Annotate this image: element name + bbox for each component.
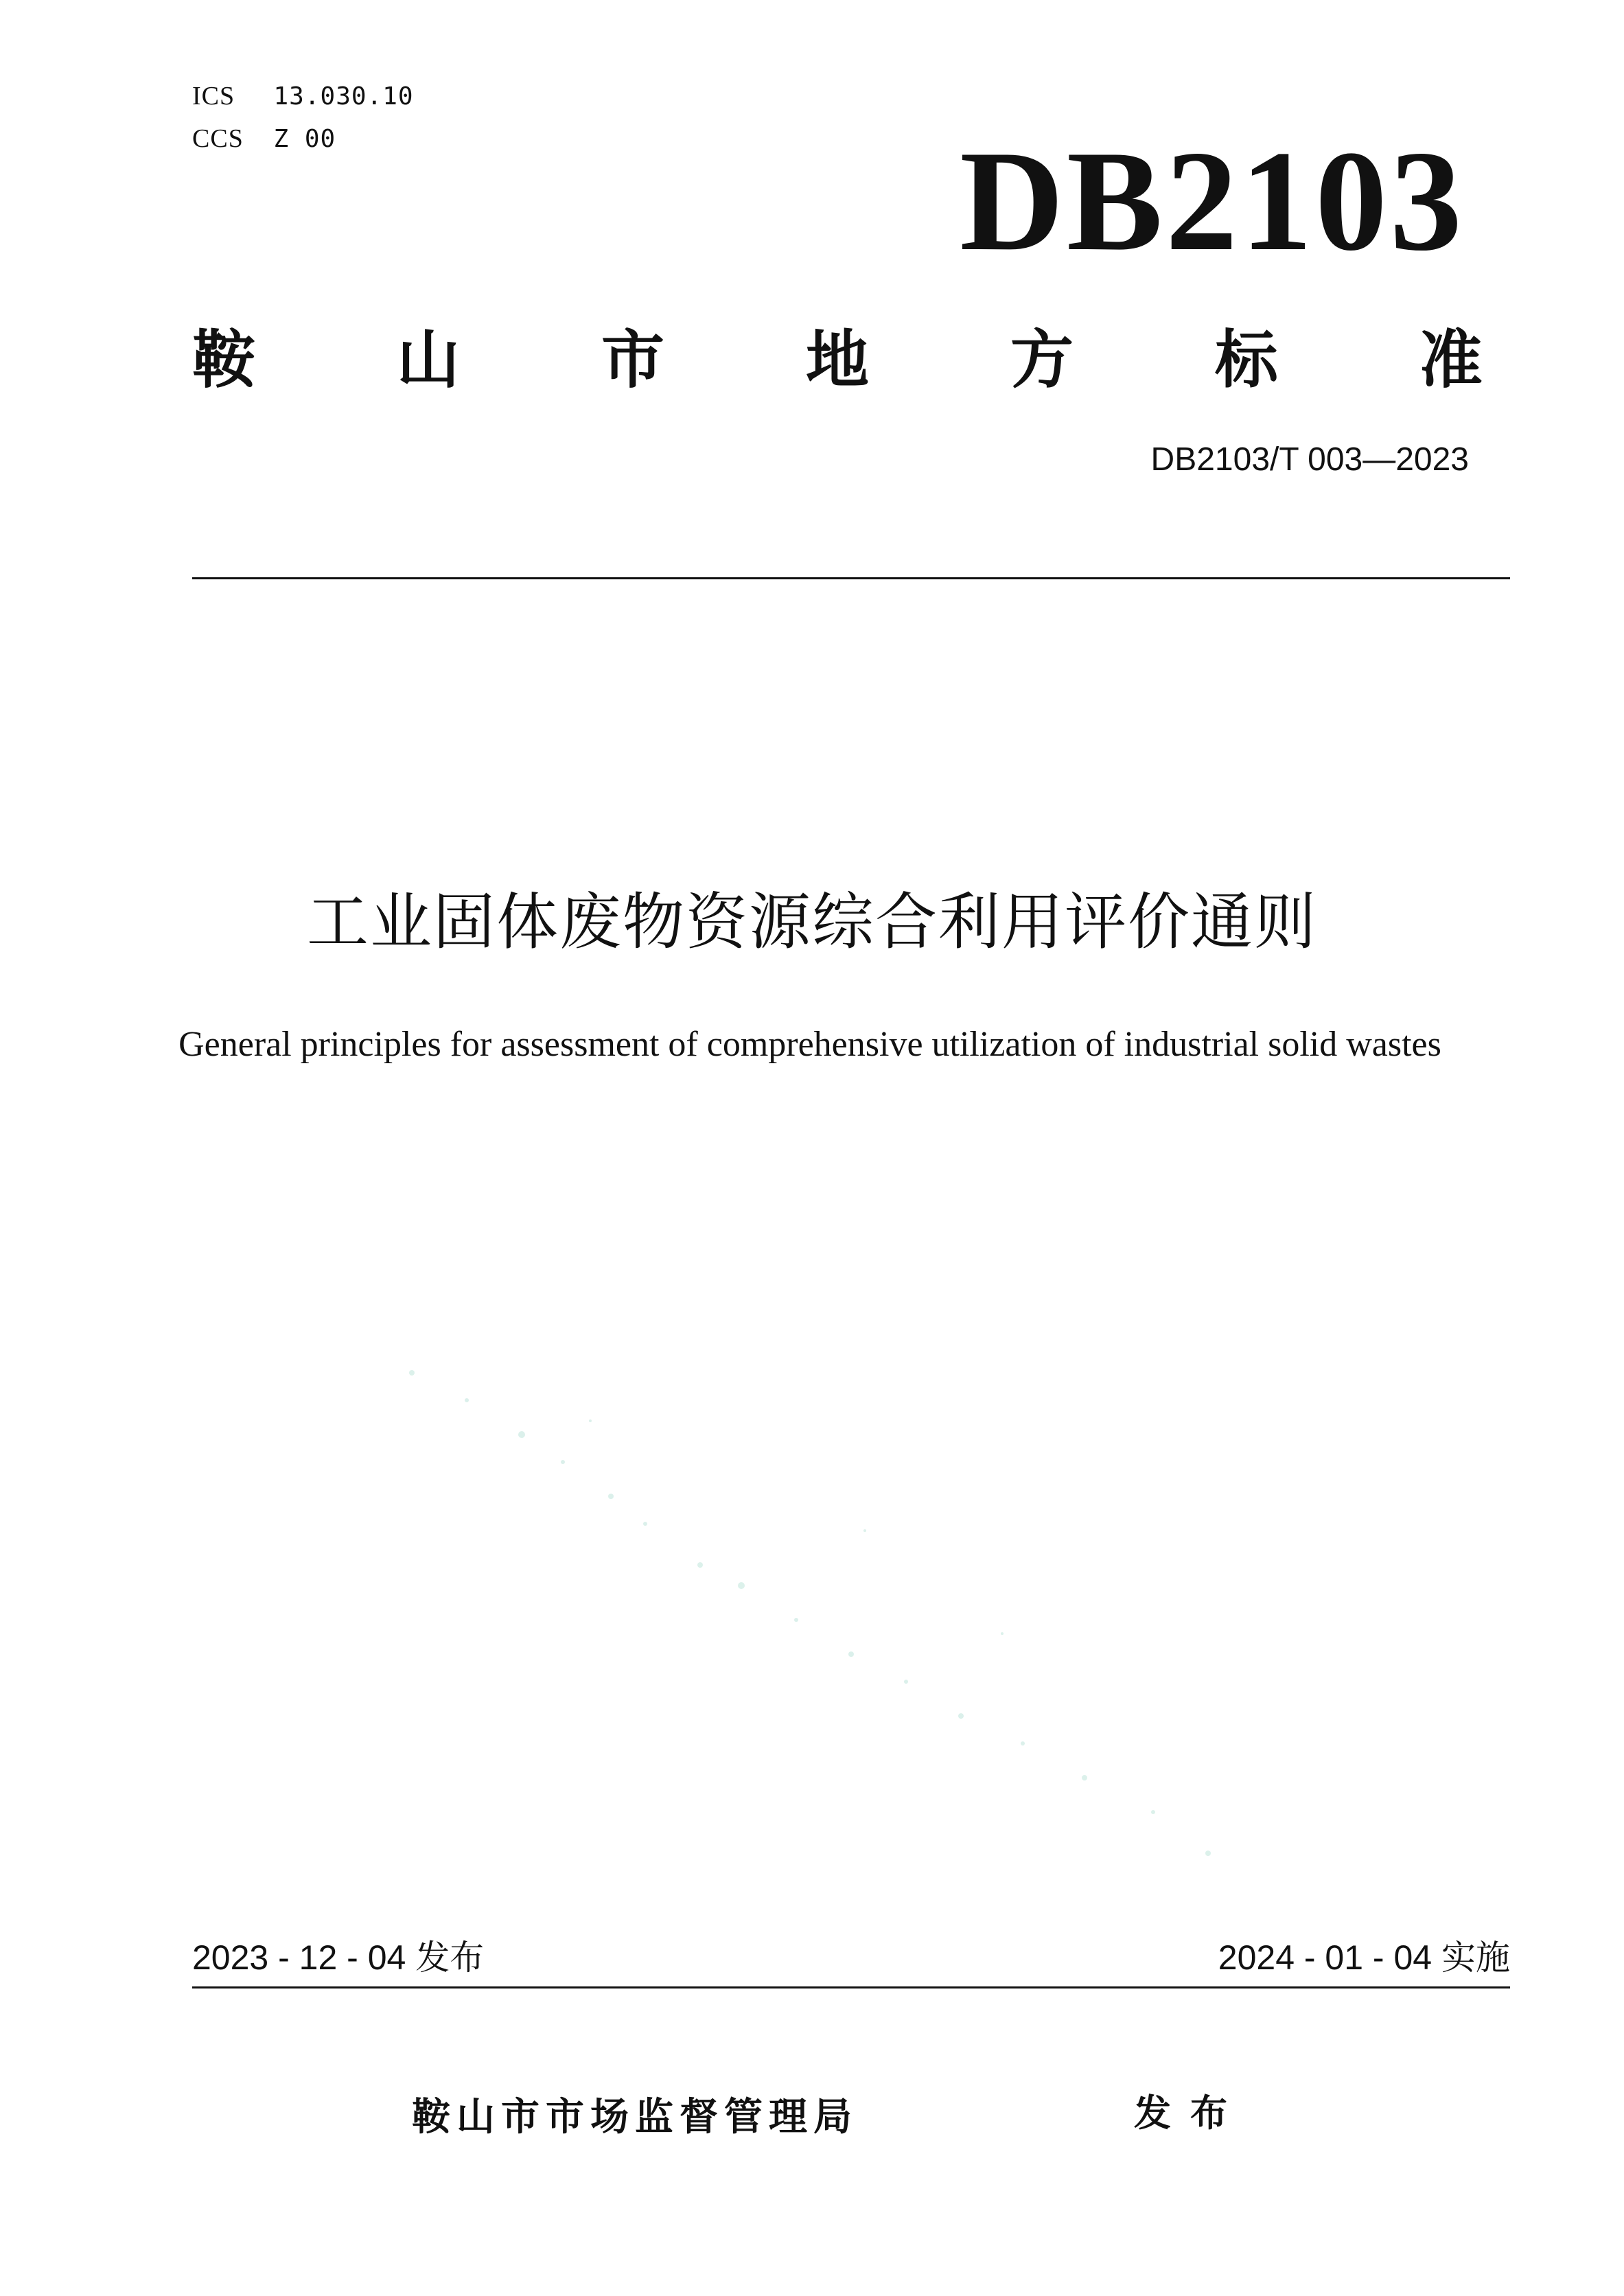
db-code-heading: DB2103 xyxy=(960,121,1465,281)
effective-date-value: 2024 - 01 - 04 xyxy=(1218,1938,1432,1977)
publish-date-value: 2023 - 12 - 04 xyxy=(192,1938,406,1977)
standard-type-heading xyxy=(192,317,1483,397)
title-chinese: 工业固体废物资源综合利用评价通则 xyxy=(307,886,1317,958)
ics-code-line xyxy=(192,81,414,111)
standard-type-char: 准 xyxy=(1419,323,1483,397)
title-english: General principles for assessment of comprehensive utilization of industrial solid wastes xyxy=(178,1025,1441,1064)
issue-word: 发布 xyxy=(1134,2091,1246,2135)
publish-date-suffix: 发布 xyxy=(415,1938,485,1978)
watermark-specks xyxy=(384,1359,1277,1908)
ccs-code-line xyxy=(192,124,336,154)
ics-value: 13.030.10 xyxy=(273,82,414,111)
standard-number: DB2103/T 003—2023 xyxy=(1150,441,1469,478)
standard-type-char: 标 xyxy=(1214,323,1278,397)
standard-type-char: 山 xyxy=(396,323,460,397)
bottom-divider xyxy=(192,1986,1510,1988)
ccs-value: Z 00 xyxy=(273,125,336,153)
ics-label: ICS xyxy=(192,82,235,111)
standard-type-char: 地 xyxy=(805,323,869,397)
ccs-label: CCS xyxy=(192,124,244,153)
issuing-authority: 鞍山市市场监督管理局 xyxy=(412,2095,858,2140)
top-divider xyxy=(192,577,1510,579)
publish-date xyxy=(192,1930,484,1980)
effective-date-suffix: 实施 xyxy=(1441,1938,1510,1978)
effective-date xyxy=(1218,1930,1510,1980)
standard-type-char: 鞍 xyxy=(192,323,256,397)
standard-type-char: 市 xyxy=(601,323,664,397)
standard-type-char: 方 xyxy=(1010,323,1074,397)
